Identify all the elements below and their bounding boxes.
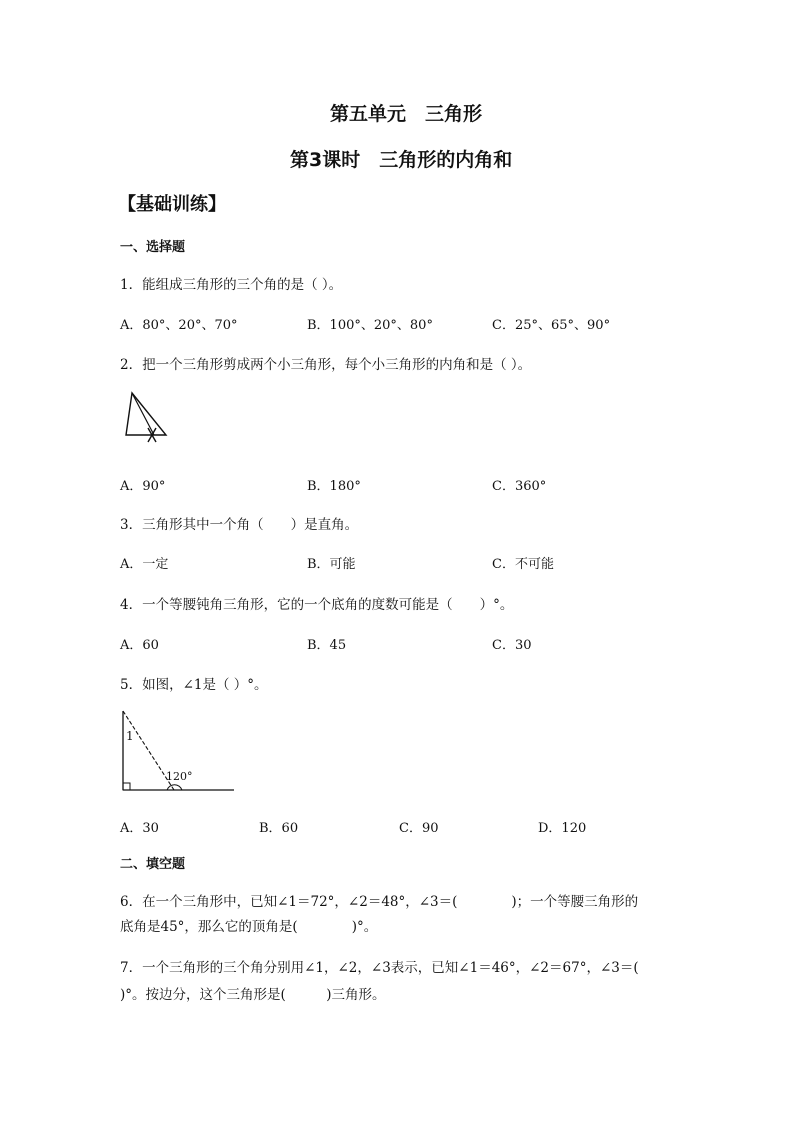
question-1-stem: 1．能组成三角形的三个角的是（ ）。 xyxy=(120,277,343,293)
question-3-option-a: A．一定 xyxy=(120,557,169,572)
question-7-line-1: 7．一个三角形的三个角分别用∠1，∠2，∠3表示，已知∠1＝46°，∠2＝67°，∠3＝( xyxy=(120,960,639,976)
part2-heading: 二、填空题 xyxy=(120,857,186,872)
question-5-option-d: D．120 xyxy=(538,821,587,836)
part1-heading: 一、选择题 xyxy=(120,240,186,255)
question-5-option-a: A．30 xyxy=(120,821,159,836)
question-5-option-c: C．90 xyxy=(399,821,439,836)
section-title: 【基础训练】 xyxy=(118,194,226,215)
question-5-stem: 5．如图，∠1是（ ）°。 xyxy=(120,677,268,693)
question-5-option-b: B．60 xyxy=(259,821,299,836)
question-1-option-c: C．25°、65°、90° xyxy=(492,318,611,333)
question-4-option-a: A．60 xyxy=(120,638,159,653)
question-5-triangle-figure xyxy=(118,706,238,796)
question-3-option-c: C．不可能 xyxy=(492,557,554,572)
angle-120-label: 120° xyxy=(166,770,193,783)
question-6-line-2: 底角是45°，那么它的顶角是( )°。 xyxy=(120,919,378,935)
angle-1-label: 1 xyxy=(126,729,134,743)
question-1-option-b: B．100°、20°、80° xyxy=(307,318,433,333)
question-1-option-a: A．80°、20°、70° xyxy=(120,318,238,333)
question-2-triangle-figure xyxy=(120,388,175,446)
question-7-line-2: )°。按边分，这个三角形是( )三角形。 xyxy=(120,987,386,1003)
question-4-option-b: B．45 xyxy=(307,638,347,653)
question-2-stem: 2．把一个三角形剪成两个小三角形，每个小三角形的内角和是（ ）。 xyxy=(120,357,532,373)
question-4-stem: 4．一个等腰钝角三角形，它的一个底角的度数可能是（ ）°。 xyxy=(120,597,514,613)
question-2-option-c: C．360° xyxy=(492,479,547,494)
question-3-stem: 3．三角形其中一个角（ ）是直角。 xyxy=(120,517,359,533)
unit-title: 第五单元 三角形 xyxy=(330,103,483,125)
question-3-option-b: B．可能 xyxy=(307,557,356,572)
lesson-title: 第3课时 三角形的内角和 xyxy=(290,149,513,171)
question-6-line-1: 6．在一个三角形中，已知∠1＝72°，∠2＝48°，∠3＝( )；一个等腰三角形的 xyxy=(120,894,639,910)
question-2-option-b: B．180° xyxy=(307,479,361,494)
question-2-option-a: A．90° xyxy=(120,479,166,494)
question-4-option-c: C．30 xyxy=(492,638,532,653)
